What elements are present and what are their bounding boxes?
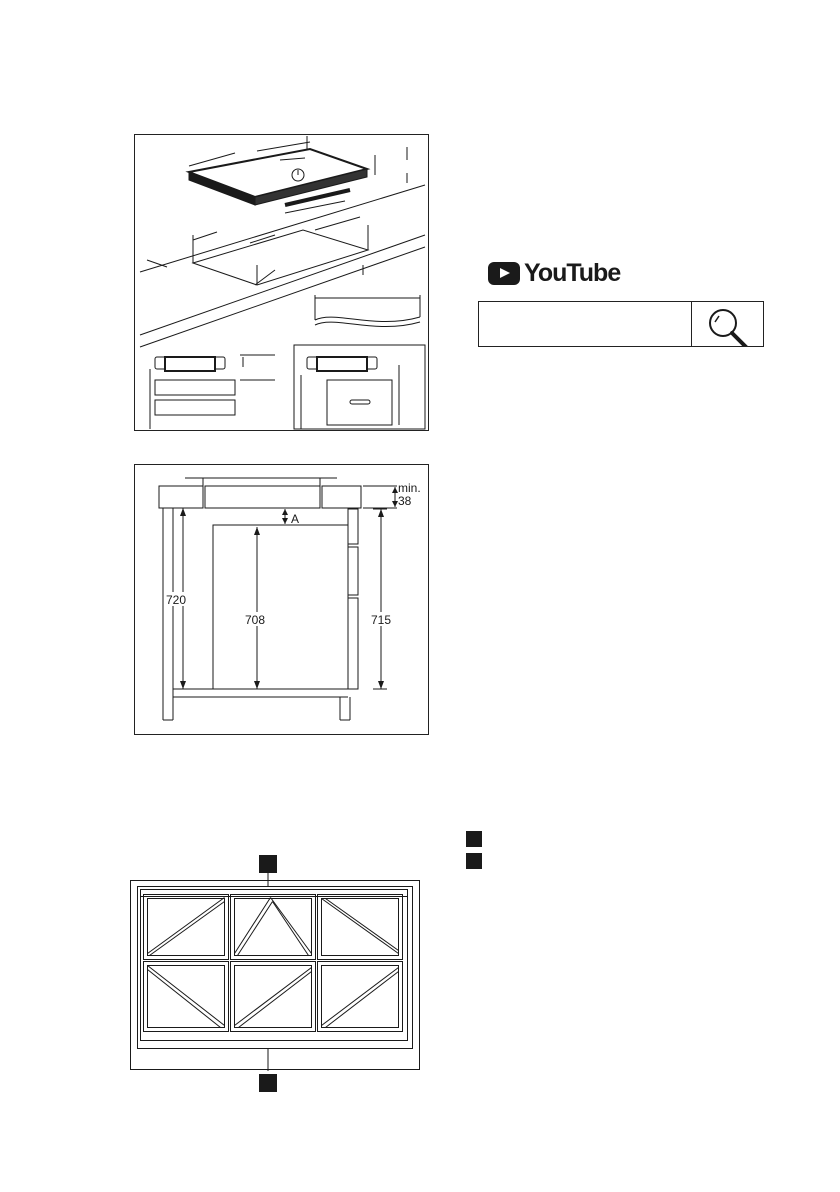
youtube-search-bar [478,301,764,347]
youtube-logo[interactable] [488,259,620,288]
callout-marker-top [259,855,277,873]
min-value: 38 [398,494,412,508]
cabinet-drawing [135,465,428,734]
dimension-720: 720 [166,593,187,607]
search-button[interactable] [691,302,763,346]
min-label: min. [398,481,421,495]
legend-marker-2 [466,853,482,869]
magnifier-icon [692,302,763,346]
installation-figure [134,134,429,431]
youtube-search-input[interactable] [479,302,691,346]
cabinet-figure [134,464,429,735]
dimension-708: 708 [245,613,266,627]
callout-marker-bottom [259,1074,277,1092]
youtube-logo-text: YouTube [524,259,621,287]
legend-marker-1 [466,831,482,847]
youtube-play-icon [488,262,520,285]
gasket-drawing [130,873,420,1071]
installation-drawing [135,135,428,430]
dimension-715: 715 [371,613,392,627]
dimension-a-label: A [291,512,300,526]
gasket-figure [130,873,420,1071]
